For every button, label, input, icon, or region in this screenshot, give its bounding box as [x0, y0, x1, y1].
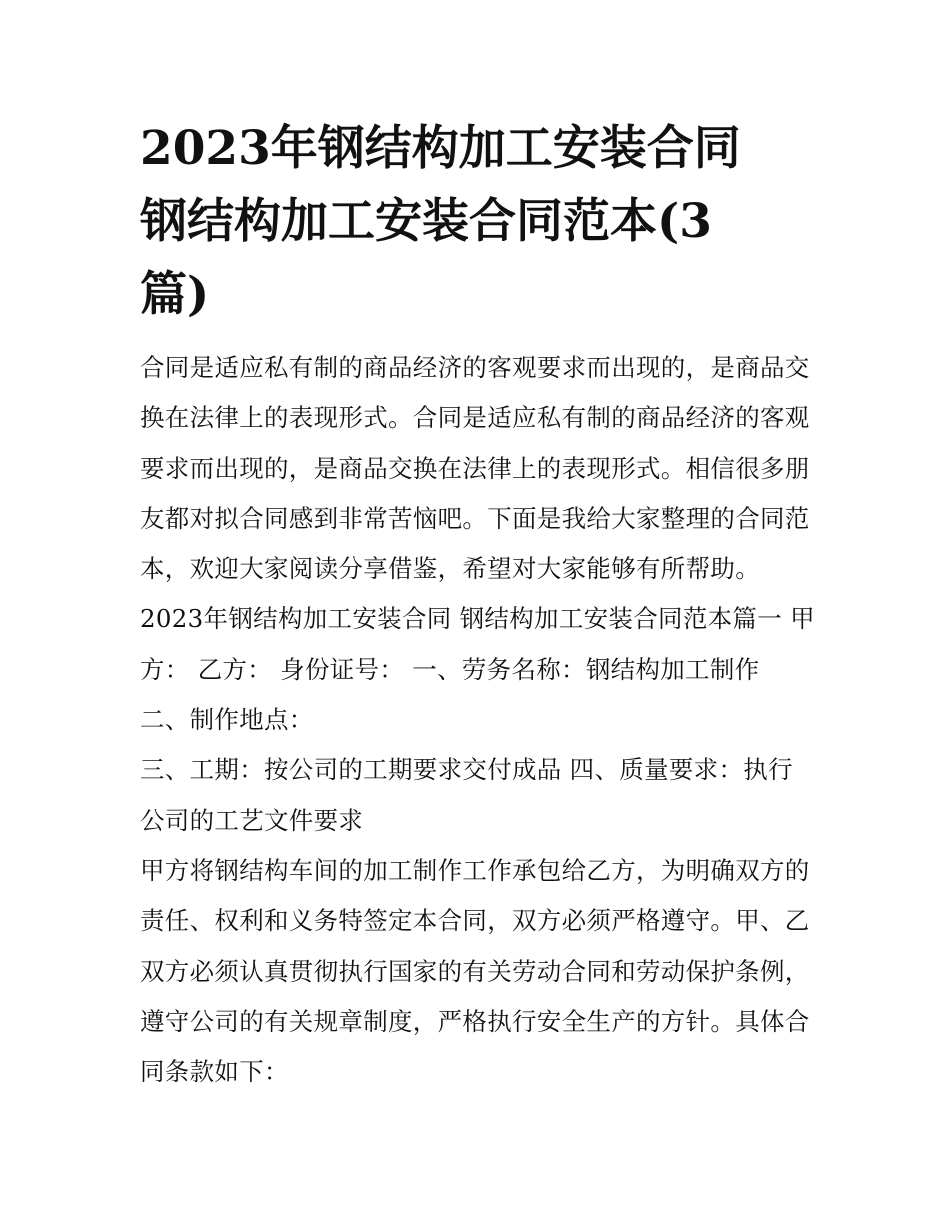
document-title: [140, 112, 820, 331]
text-line: 三、工期：按公司的工期要求交付成品 四、质量要求：执行: [140, 755, 793, 785]
location-paragraph: [140, 695, 820, 745]
title-line: 2023年钢结构加工安装合同: [140, 121, 741, 176]
text-line: 友都对拟合同感到非常苦恼吧。下面是我给大家整理的合同范: [140, 503, 810, 533]
text-line: 换在法律上的表现形式。合同是适应私有制的商品经济的客观: [140, 403, 810, 433]
text-line: 双方必须认真贯彻执行国家的有关劳动合同和劳动保护条例，: [140, 956, 810, 986]
text-line: 要求而出现的，是商品交换在法律上的表现形式。相信很多朋: [140, 453, 810, 483]
text-line: 责任、权利和义务特签定本合同，双方必须严格遵守。甲、乙: [140, 906, 810, 936]
contract-header-paragraph: [140, 594, 820, 695]
document-page: [140, 112, 820, 1097]
text-line: 公司的工艺文件要求: [140, 805, 364, 835]
text-line: 甲方将钢结构车间的加工制作工作承包给乙方，为明确双方的: [140, 855, 810, 885]
title-line: 篇): [140, 267, 210, 322]
title-line: 钢结构加工安装合同范本(3: [140, 194, 712, 249]
text-line: 合同是适应私有制的商品经济的客观要求而出现的，是商品交: [140, 353, 810, 382]
text-line: 本，欢迎大家阅读分享借鉴，希望对大家能够有所帮助。: [140, 554, 760, 584]
text-line: 遵守公司的有关规章制度，严格执行安全生产的方针。具体合: [140, 1006, 810, 1036]
text-line: 方： 乙方： 身份证号： 一、劳务名称：钢结构加工制作: [140, 654, 760, 684]
terms-paragraph: [140, 846, 820, 1097]
text-line: 二、制作地点：: [140, 705, 314, 735]
text-line: 2023年钢结构加工安装合同 钢结构加工安装合同范本篇一 甲: [140, 604, 815, 634]
text-line: 同条款如下：: [140, 1057, 289, 1087]
intro-paragraph: [140, 343, 820, 594]
schedule-quality-paragraph: [140, 745, 820, 846]
